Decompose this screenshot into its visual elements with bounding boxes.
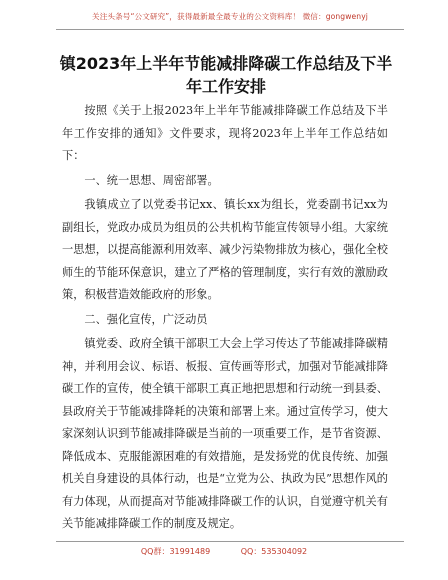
section-heading-2: 二、强化宣传，广泛动员: [84, 312, 208, 326]
footer-qq-group: QQ群：31991489: [140, 547, 211, 556]
section-2-paragraph: 镇党委、政府全镇干部职工大会上学习传达了节能减排降碳精神，并利用会议、标语、板报、宣传画等形式，加强对节能减排降碳工作的宣传，使全镇干部职工真正地把思想和行动统一到县委、县政府关于节能减排降耗的决策和部署上来。通过宣传学习，使大家深刻认识到节能减排降碳是当前的一项重要工作，是节省资源、降低成本、克服能源困难的有效措施，是发扬党的优良传统、加强机关自身建设的具体行动，也是“立党为公、执政为民”思想作风的有力体现，从而提高对节能减排降碳工作的认识，自觉遵守机关有关节能减排降碳工作的制度及规定。: [62, 337, 388, 530]
footer-qq: QQ：535304092: [240, 547, 308, 556]
footer-divider: [56, 541, 404, 542]
document-body: [62, 100, 388, 536]
section-heading-1: 一、统一思想、周密部署。: [84, 173, 219, 187]
section-1-paragraph: 我镇成立了以党委书记xx、镇长xx为组长，党委副书记xx为副组长，党政办成员为组员的公共机构节能宣传领导小组。大家统一思想，以提高能源利用效率、减少污染物排放为核心，强化全校师生的节能环保意识，建立了严格的管理制度，实行有效的激励政策，积极营造效能政府的形象。: [62, 198, 388, 301]
document-title: 镇2023年上半年节能减排降碳工作总结及下半年工作安排: [59, 54, 393, 96]
header-notice: 关注头条号“公文研究”，获得最新最全最专业的公文资料库！ 微信：gongwenyj: [92, 12, 368, 21]
header-divider: [56, 29, 404, 30]
footer-contacts: [0, 546, 448, 557]
intro-paragraph: 按照《关于上报2023年上半年节能减排降碳工作总结及下半年工作安排的通知》文件要求，现将2023年上半年工作总结如下：: [62, 104, 388, 162]
